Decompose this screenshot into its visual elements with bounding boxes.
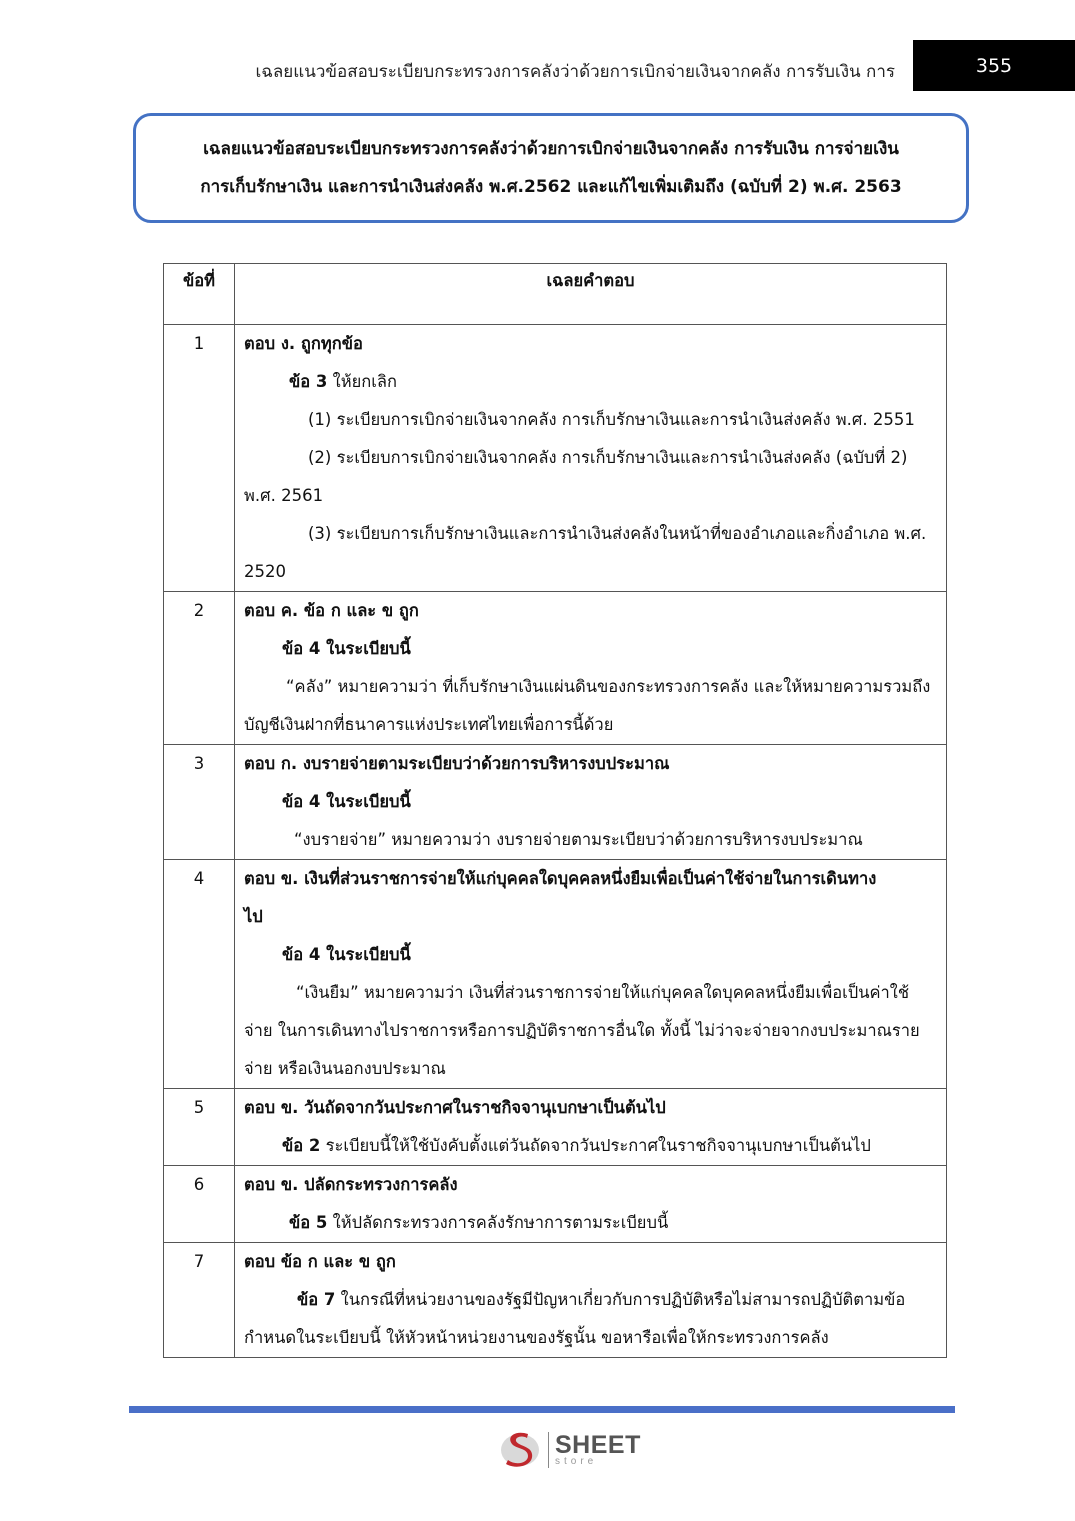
- answer-choice: ตอบ ข้อ ก และ ข ถูก: [244, 1252, 396, 1271]
- row-number: 3: [193, 754, 205, 773]
- row-number: 4: [193, 869, 205, 888]
- logo-text-sub: store: [555, 1456, 598, 1467]
- title-line-1: เฉลยแนวข้อสอบระเบียบกระทรวงการคลังว่าด้วยการเบิกจ่ายเงินจากคลัง การรับเงิน การจ่ายเงิน: [203, 139, 899, 159]
- answer-choice: ตอบ ข. เงินที่ส่วนราชการจ่ายให้แก่บุคคลใดบุคคลหนึ่งยืมเพื่อเป็นค่าใช้จ่ายในการเดินทางไป: [244, 869, 877, 926]
- title-line-2: การเก็บรักษาเงิน และการนำเงินส่งคลัง พ.ศ.2562 และแก้ไขเพิ่มเติมถึง (ฉบับที่ 2) พ.ศ. 2563: [200, 177, 902, 197]
- ref-text: ในกรณีที่หน่วยงานของรัฐมีปัญหาเกี่ยวกับการปฏิบัติหรือไม่สามารถปฏิบัติตามข้อกำหนดในระเบียบนี้ ให้หัวหน้าหน่วยงานของรัฐนั้น ขอหารือเพื่อให้กระทรวงการคลัง: [244, 1290, 906, 1347]
- ref-label: ข้อ 4 ในระเบียบนี้: [282, 639, 411, 658]
- table-row: [164, 1089, 947, 1166]
- answer-choice: ตอบ ค. ข้อ ก และ ข ถูก: [244, 601, 419, 620]
- ref-text: ให้ยกเลิก: [327, 372, 397, 391]
- explanation-text: “คลัง” หมายความว่า ที่เก็บรักษาเงินแผ่นดินของกระทรวงการคลัง และให้หมายความรวมถึง บัญชีเงินฝากที่ธนาคารแห่งประเทศไทยเพื่อการนี้ด้วย: [244, 677, 931, 734]
- explanation-text: “เงินยืม” หมายความว่า เงินที่ส่วนราชการจ่ายให้แก่บุคคลใดบุคคลหนึ่งยืมเพื่อเป็นค่าใช้จ่าย ในการเดินทางไปราชการหรือการปฏิบัติราชการอื่นใด ทั้งนี้ ไม่ว่าจะจ่ายจากงบประมาณรายจ่าย หรือเงินนอกงบประมาณ: [244, 983, 920, 1078]
- table-header-row: [164, 264, 947, 325]
- running-header: เฉลยแนวข้อสอบระเบียบกระทรวงการคลังว่าด้วยการเบิกจ่ายเงินจากคลัง การรับเงิน การ: [255, 62, 895, 82]
- ref-label: ข้อ 5: [289, 1213, 328, 1232]
- header-number: ข้อที่: [164, 264, 235, 325]
- table-row: [164, 592, 947, 745]
- sheet-store-logo: [498, 1428, 641, 1472]
- explanation-text: “งบรายจ่าย” หมายความว่า งบรายจ่ายตามระเบียบว่าด้วยการบริหารงบประมาณ: [294, 830, 863, 849]
- table-row: [164, 1243, 947, 1358]
- row-number: 7: [193, 1252, 205, 1271]
- ref-label: ข้อ 7: [297, 1290, 336, 1309]
- list-item: (2) ระเบียบการเบิกจ่ายเงินจากคลัง การเก็บรักษาเงินและการนำเงินส่งคลัง (ฉบับที่ 2) พ.ศ. 2561: [244, 448, 908, 505]
- answer-table: [163, 263, 947, 1358]
- header-answer: เฉลยคำตอบ: [235, 264, 947, 325]
- list-item: (3) ระเบียบการเก็บรักษาเงินและการนำเงินส่งคลังในหน้าที่ของอำเภอและกิ่งอำเภอ พ.ศ. 2520: [244, 524, 927, 581]
- ref-text: ระเบียบนี้ให้ใช้บังคับตั้งแต่วันถัดจากวันประกาศในราชกิจจานุเบกษาเป็นต้นไป: [320, 1136, 871, 1155]
- table-row: [164, 1166, 947, 1243]
- table-row: [164, 860, 947, 1089]
- table-row: [164, 325, 947, 592]
- ref-text: ให้ปลัดกระทรวงการคลังรักษาการตามระเบียบนี้: [327, 1213, 669, 1232]
- list-item: (1) ระเบียบการเบิกจ่ายเงินจากคลัง การเก็บรักษาเงินและการนำเงินส่งคลัง พ.ศ. 2551: [308, 410, 915, 429]
- row-number: 2: [193, 601, 205, 620]
- footer-bar: [129, 1406, 955, 1413]
- row-number: 5: [193, 1098, 205, 1117]
- answer-choice: ตอบ ง. ถูกทุกข้อ: [244, 334, 363, 353]
- ref-label: ข้อ 3: [289, 372, 328, 391]
- logo-text-main: SHEET: [555, 1431, 641, 1459]
- answer-choice: ตอบ ก. งบรายจ่ายตามระเบียบว่าด้วยการบริหารงบประมาณ: [244, 754, 670, 773]
- answer-choice: ตอบ ข. วันถัดจากวันประกาศในราชกิจจานุเบกษาเป็นต้นไป: [244, 1098, 666, 1117]
- title-box: [133, 113, 969, 223]
- logo-separator: [548, 1432, 549, 1468]
- row-number: 6: [193, 1175, 205, 1194]
- ref-label: ข้อ 4 ในระเบียบนี้: [282, 945, 411, 964]
- ref-label: ข้อ 2: [282, 1136, 321, 1155]
- answer-choice: ตอบ ข. ปลัดกระทรวงการคลัง: [244, 1175, 458, 1194]
- page-number: 355: [913, 40, 1075, 91]
- row-number: 1: [193, 334, 205, 353]
- table-row: [164, 745, 947, 860]
- ref-label: ข้อ 4 ในระเบียบนี้: [282, 792, 411, 811]
- logo-s-icon: [498, 1426, 542, 1474]
